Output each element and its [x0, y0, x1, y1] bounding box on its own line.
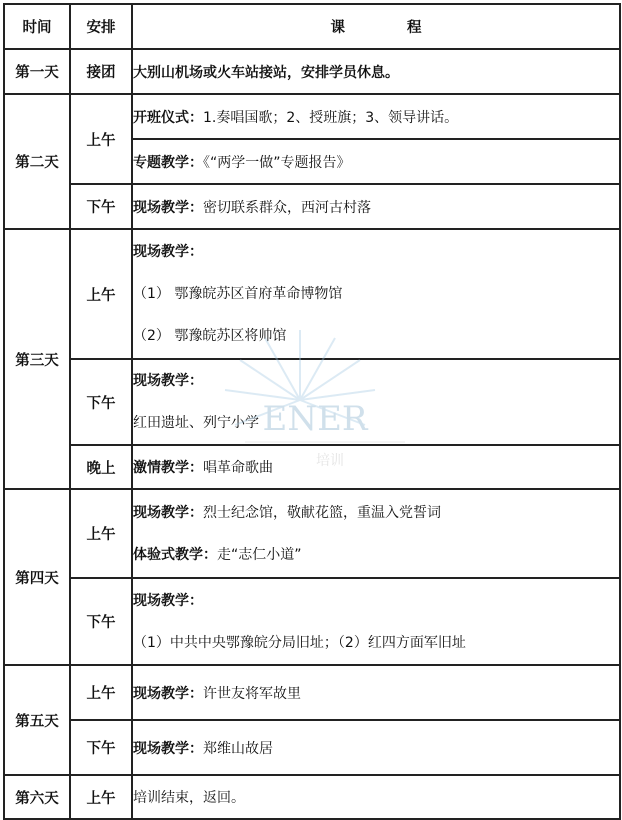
course-bold: 激情教学：: [133, 460, 203, 476]
course-cell: [132, 94, 620, 139]
table-row: [4, 445, 620, 489]
course-bold: 现场教学：: [133, 740, 203, 757]
course-text: 密切联系群众，西河古村落: [203, 199, 371, 216]
course-cell: [132, 775, 620, 819]
slot-label: 晚上: [70, 445, 132, 489]
course-cell: [132, 139, 620, 184]
course-text: 红田遗址、列宁小学: [133, 415, 259, 431]
watermark-subtext: 培训: [316, 453, 344, 469]
course-bold: 现场教学：: [133, 244, 203, 260]
header-course-char-1: 课: [330, 20, 345, 36]
table-row: [4, 720, 620, 775]
course-bold: 现场教学：: [133, 592, 203, 609]
course-cell: [132, 445, 620, 489]
slot-label: 上午: [70, 665, 132, 720]
course-text: （1）中共中央鄂豫皖分局旧址；（2）红四方面军旧址: [133, 634, 466, 651]
table-row: [4, 775, 620, 819]
day-label: 第三天: [4, 229, 70, 489]
day-label: 第一天: [4, 49, 70, 94]
slot-label: 上午: [70, 489, 132, 578]
course-bold: 大别山机场或火车站接站，安排学员休息。: [133, 64, 399, 81]
header-row: [4, 4, 620, 49]
header-course: [132, 4, 620, 49]
schedule-table: [3, 3, 621, 820]
header-arrange: 安排: [70, 4, 132, 49]
slot-label: 下午: [70, 578, 132, 665]
course-bold: 现场教学：: [133, 373, 203, 389]
day-label: 第六天: [4, 775, 70, 819]
day-label: 第五天: [4, 665, 70, 775]
course-text: （2） 鄂豫皖苏区将帅馆: [133, 328, 287, 344]
table-row: [4, 184, 620, 229]
course-cell: [132, 665, 620, 720]
slot-label: 下午: [70, 184, 132, 229]
course-cell: [132, 359, 620, 445]
day-label: 第二天: [4, 94, 70, 229]
course-text: 走“志仁小道”: [217, 546, 302, 563]
course-text: 《“两学一做”专题报告》: [203, 154, 351, 171]
header-course-char-2: 程: [407, 20, 422, 36]
course-bold: 开班仪式：: [133, 109, 203, 126]
course-text: 培训结束，返回。: [133, 790, 245, 806]
course-text: 唱革命歌曲: [203, 460, 273, 476]
course-cell: [132, 489, 620, 578]
course-text: 许世友将军故里: [203, 685, 301, 702]
slot-label: 上午: [70, 94, 132, 184]
course-cell: [132, 49, 620, 94]
slot-label: 接团: [70, 49, 132, 94]
course-text: 1.奏唱国歌；2、授班旗；3、领导讲话。: [203, 109, 459, 126]
course-cell: [132, 184, 620, 229]
table-row: [4, 94, 620, 139]
course-bold: 现场教学：: [133, 504, 203, 521]
day-label: 第四天: [4, 489, 70, 665]
slot-label: 上午: [70, 229, 132, 359]
course-bold: 现场教学：: [133, 199, 203, 216]
course-cell: [132, 229, 620, 359]
table-row: [4, 489, 620, 578]
course-cell: [132, 578, 620, 665]
watermark-text: ENER: [262, 399, 368, 439]
table-row: [4, 359, 620, 445]
slot-label: 下午: [70, 720, 132, 775]
course-text: （1） 鄂豫皖苏区首府革命博物馆: [133, 286, 343, 302]
table-row: [4, 665, 620, 720]
course-text: 郑维山故居: [203, 740, 273, 757]
course-bold: 体验式教学：: [133, 546, 217, 563]
course-text: 烈士纪念馆，敬献花篮，重温入党誓词: [203, 504, 441, 521]
table-row: [4, 49, 620, 94]
course-bold: 专题教学：: [133, 154, 203, 171]
slot-label: 上午: [70, 775, 132, 819]
course-bold: 现场教学：: [133, 685, 203, 702]
table-row: [4, 578, 620, 665]
course-cell: [132, 720, 620, 775]
slot-label: 下午: [70, 359, 132, 445]
header-time: 时间: [4, 4, 70, 49]
table-row: [4, 229, 620, 359]
